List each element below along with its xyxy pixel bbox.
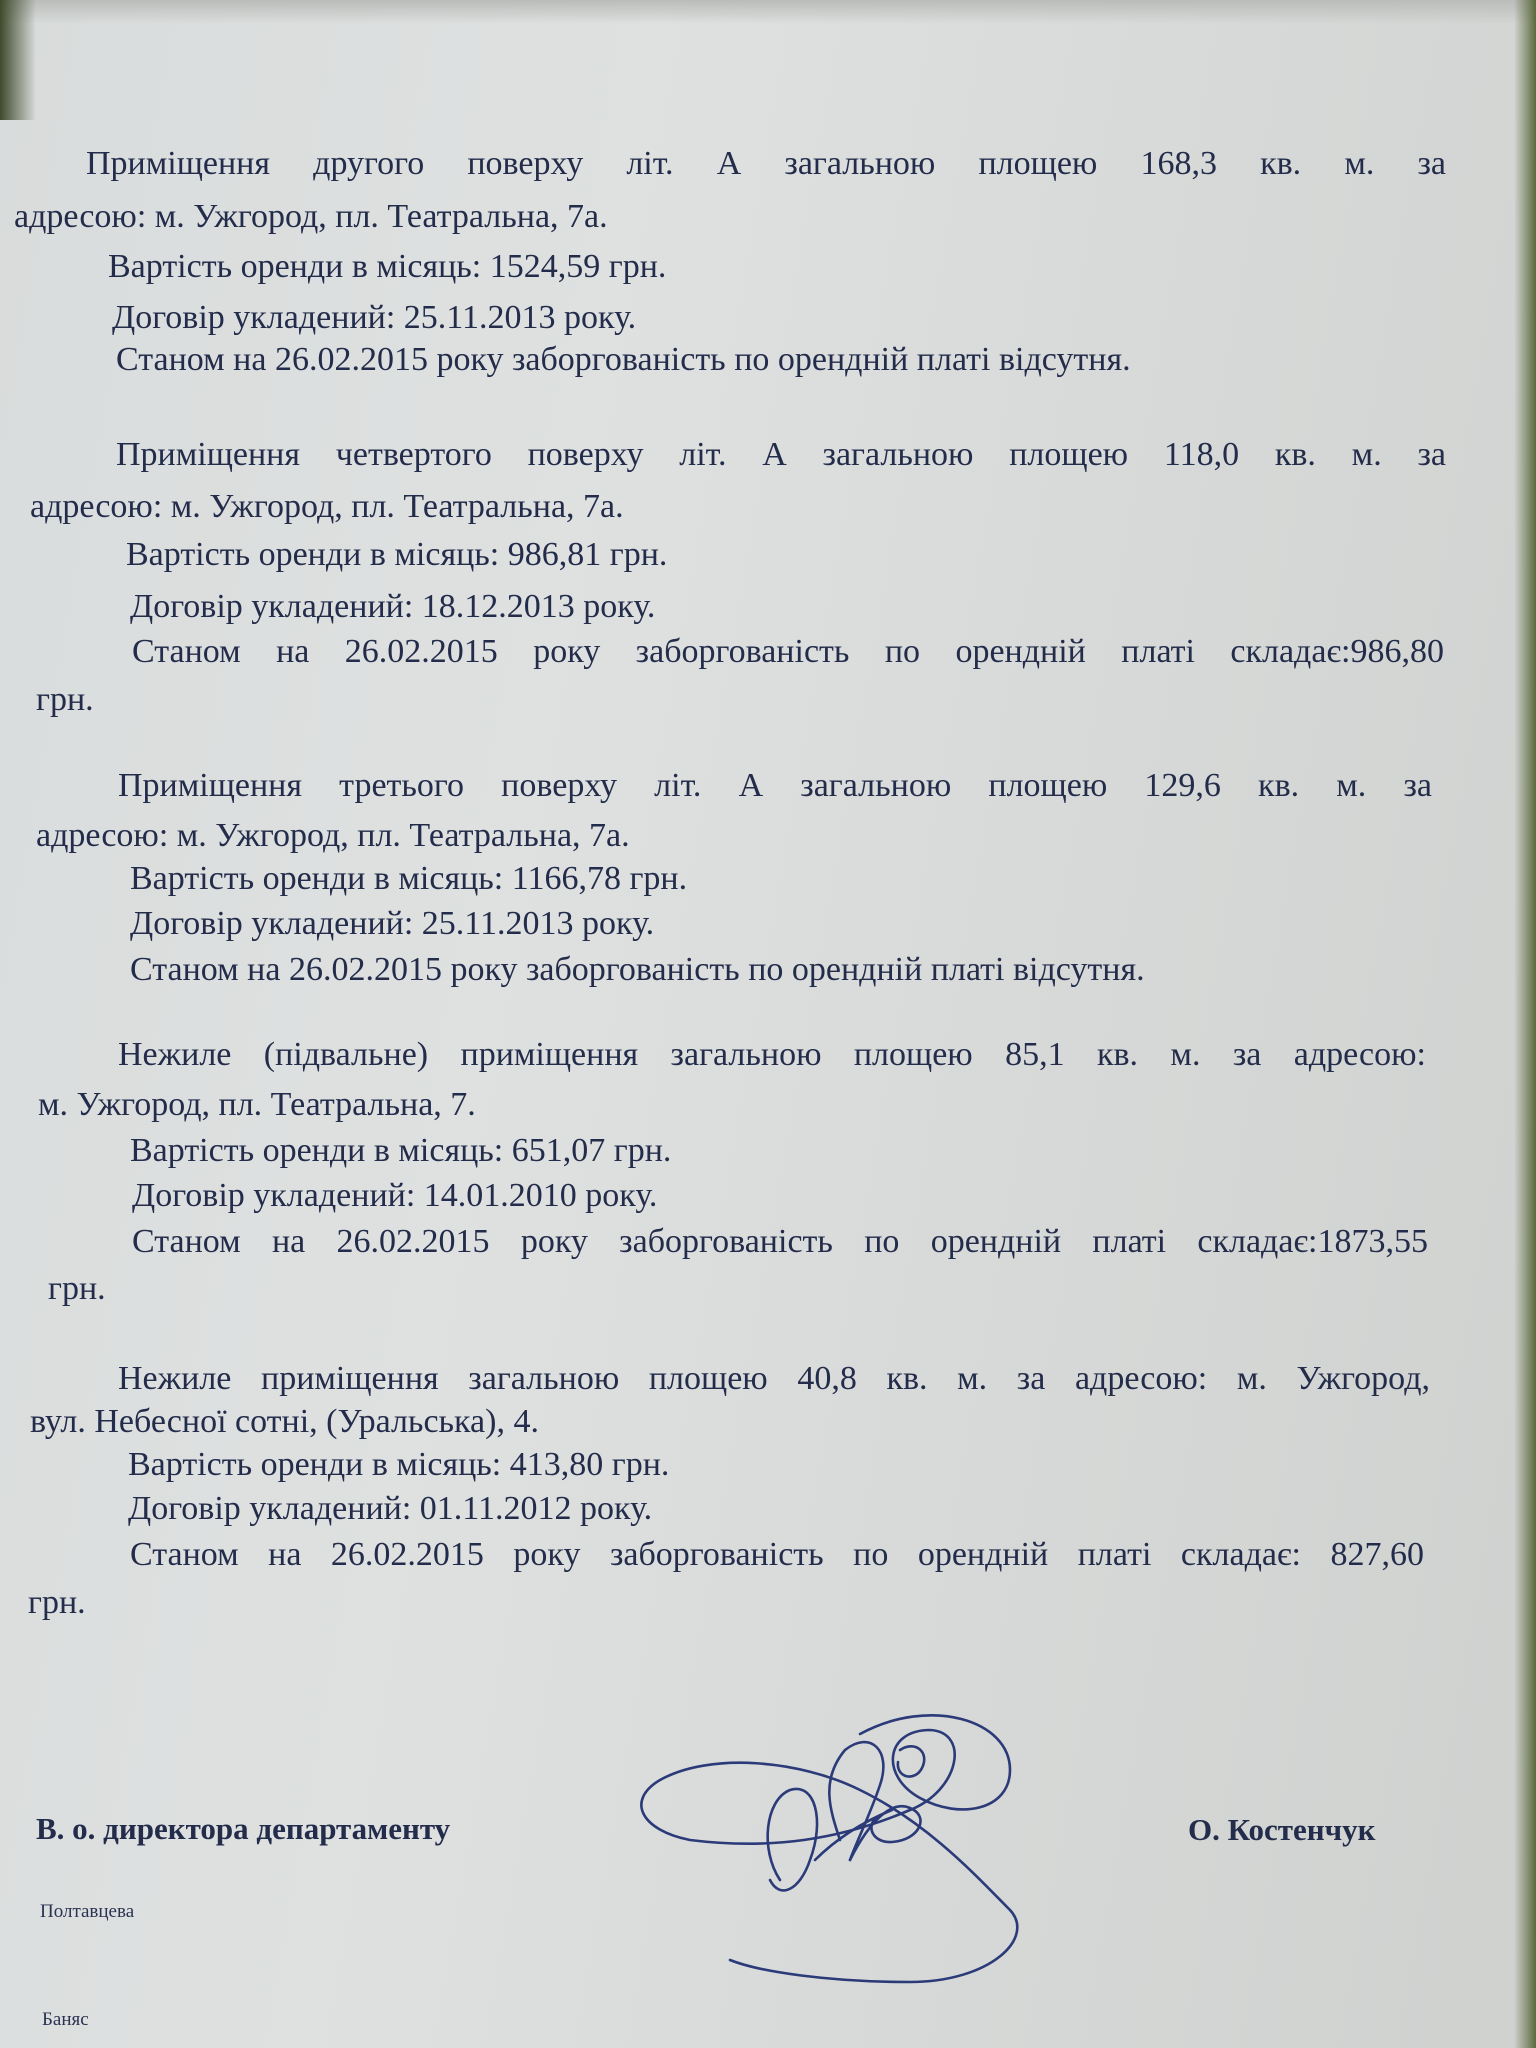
- block-5-status-line-2: грн.: [28, 1584, 86, 1621]
- block-4-status-line-2: грн.: [48, 1270, 106, 1307]
- block-2-status-line-2: грн.: [36, 681, 94, 718]
- signatory-name: О. Костенчук: [1188, 1812, 1376, 1847]
- block-2-contract: Договір укладений: 18.12.2013 року.: [130, 588, 656, 625]
- block-3-title-line-1: Приміщення третього поверху літ. А загальною площею 129,6 кв. м. за: [118, 767, 1432, 804]
- block-5-status-line-1: Станом на 26.02.2015 року заборгованість по орендній платі складає: 827,60: [130, 1536, 1424, 1573]
- block-2-title-line-1: Приміщення четвертого поверху літ. А загальною площею 118,0 кв. м. за: [116, 436, 1446, 473]
- paper-edge-right: [1514, 0, 1536, 2048]
- signatory-position: В. о. директора департаменту: [36, 1811, 451, 1846]
- block-1-title-line-2: адресою: м. Ужгород, пл. Театральна, 7а.: [14, 198, 608, 235]
- block-3-rent: Вартість оренди в місяць: 1166,78 грн.: [130, 860, 688, 897]
- block-4-contract: Договір укладений: 14.01.2010 року.: [132, 1177, 658, 1214]
- block-1-status: Станом на 26.02.2015 року заборгованість по орендній платі відсутня.: [116, 341, 1131, 378]
- block-1-title-line-1: Приміщення другого поверху літ. А загальною площею 168,3 кв. м. за: [86, 145, 1446, 182]
- block-4-rent: Вартість оренди в місяць: 651,07 грн.: [130, 1132, 672, 1169]
- executor-name-2: Баняс: [42, 2009, 89, 2030]
- block-2-title-line-2: адресою: м. Ужгород, пл. Театральна, 7а.: [30, 488, 624, 525]
- block-2-status-line-1: Станом на 26.02.2015 року заборгованість по орендній платі складає:986,80: [132, 633, 1444, 670]
- paper-fold-left: [0, 0, 36, 120]
- block-5-title-line-1: Нежиле приміщення загальною площею 40,8 кв. м. за адресою: м. Ужгород,: [118, 1360, 1430, 1397]
- block-4-title-line-2: м. Ужгород, пл. Театральна, 7.: [38, 1086, 476, 1123]
- block-4-status-line-1: Станом на 26.02.2015 року заборгованість по орендній платі складає:1873,55: [132, 1223, 1428, 1260]
- block-1-rent: Вартість оренди в місяць: 1524,59 грн.: [108, 248, 667, 285]
- block-2-rent: Вартість оренди в місяць: 986,81 грн.: [126, 536, 668, 573]
- block-1-contract: Договір укладений: 25.11.2013 року.: [112, 299, 637, 336]
- handwritten-signature: [630, 1690, 1070, 1990]
- paper-shadow-top: [0, 0, 1536, 24]
- executor-name-1: Полтавцева: [40, 1901, 135, 1922]
- block-5-title-line-2: вул. Небесної сотні, (Уральська), 4.: [30, 1403, 539, 1440]
- block-5-contract: Договір укладений: 01.11.2012 року.: [128, 1490, 653, 1527]
- block-5-rent: Вартість оренди в місяць: 413,80 грн.: [128, 1446, 670, 1483]
- block-3-title-line-2: адресою: м. Ужгород, пл. Театральна, 7а.: [36, 817, 630, 854]
- block-3-contract: Договір укладений: 25.11.2013 року.: [130, 905, 655, 942]
- block-3-status: Станом на 26.02.2015 року заборгованість по орендній платі відсутня.: [130, 951, 1145, 988]
- block-4-title-line-1: Нежиле (підвальне) приміщення загальною площею 85,1 кв. м. за адресою:: [118, 1036, 1426, 1073]
